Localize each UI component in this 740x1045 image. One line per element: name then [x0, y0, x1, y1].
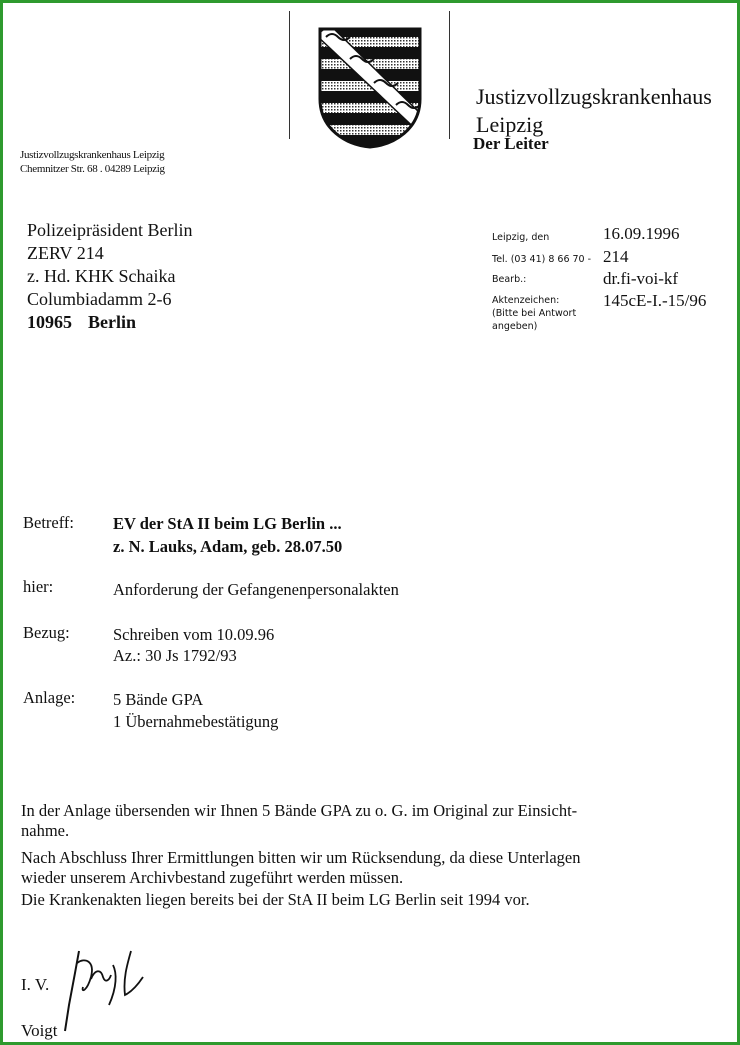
body-line-1: In der Anlage übersenden wir Ihnen 5 Bände GPA zu o. G. im Original zur Einsicht- [21, 801, 578, 820]
handwritten-signature [61, 943, 151, 1035]
header-rule-right [449, 11, 450, 139]
recipient-postcode: 10965 [27, 312, 72, 332]
betreff-line-1: EV der StA II beim LG Berlin ... [113, 514, 342, 533]
hier-value: Anforderung der Gefangenenpersonalakten [113, 580, 399, 599]
clerk-label: Bearb.: [492, 274, 527, 285]
recipient-line-3: z. Hd. KHK Schaika [27, 266, 176, 286]
signature-name: Voigt [21, 1021, 58, 1040]
signature-prefix: I. V. [21, 975, 50, 994]
ref-label: Aktenzeichen: [492, 295, 560, 306]
bezug-line-1: Schreiben vom 10.09.96 [113, 625, 275, 644]
recipient-city: Berlin [88, 312, 136, 332]
ref-value: 145cE-I.-15/96 [603, 291, 707, 310]
institution-name: Justizvollzugskrankenhaus [476, 84, 712, 109]
bezug-label: Bezug: [23, 623, 70, 642]
tel-value: 214 [603, 247, 629, 266]
clerk-value: dr.fi-voi-kf [603, 269, 679, 288]
bezug-line-2: Az.: 30 Js 1792/93 [113, 646, 237, 665]
header-rule-left [289, 11, 290, 139]
recipient-line-1: Polizeipräsident Berlin [27, 220, 193, 240]
coat-of-arms-icon [316, 25, 424, 149]
body-line-5: Die Krankenakten liegen bereits bei der StA II beim LG Berlin seit 1994 vor. [21, 890, 530, 909]
betreff-label: Betreff: [23, 513, 75, 532]
body-line-4: wieder unserem Archivbestand zugeführt werden müssen. [21, 868, 404, 887]
betreff-line-2: z. N. Lauks, Adam, geb. 28.07.50 [113, 537, 343, 556]
anlage-line-1: 5 Bände GPA [113, 690, 204, 709]
body-line-3: Nach Abschluss Ihrer Ermittlungen bitten wir um Rücksendung, da diese Unterlagen [21, 848, 581, 867]
date-value: 16.09.1996 [603, 224, 680, 243]
date-label: Leipzig, den [492, 232, 550, 243]
institution-city: Leipzig [476, 112, 544, 137]
hier-label: hier: [23, 577, 54, 596]
recipient-line-2: ZERV 214 [27, 243, 104, 263]
leader-title: Der Leiter [473, 134, 549, 153]
recipient-line-4: Columbiadamm 2-6 [27, 289, 172, 309]
tel-label: Tel. (03 41) 8 66 70 - [492, 254, 592, 265]
anlage-label: Anlage: [23, 688, 76, 707]
ref-note-1: (Bitte bei Antwort [492, 308, 577, 319]
ref-note-2: angeben) [492, 321, 538, 332]
sender-line-2: Chemnitzer Str. 68 . 04289 Leipzig [20, 163, 165, 175]
anlage-line-2: 1 Übernahmebestätigung [113, 712, 279, 731]
body-line-2: nahme. [21, 821, 70, 840]
sender-line-1: Justizvollzugskrankenhaus Leipzig [20, 149, 165, 161]
